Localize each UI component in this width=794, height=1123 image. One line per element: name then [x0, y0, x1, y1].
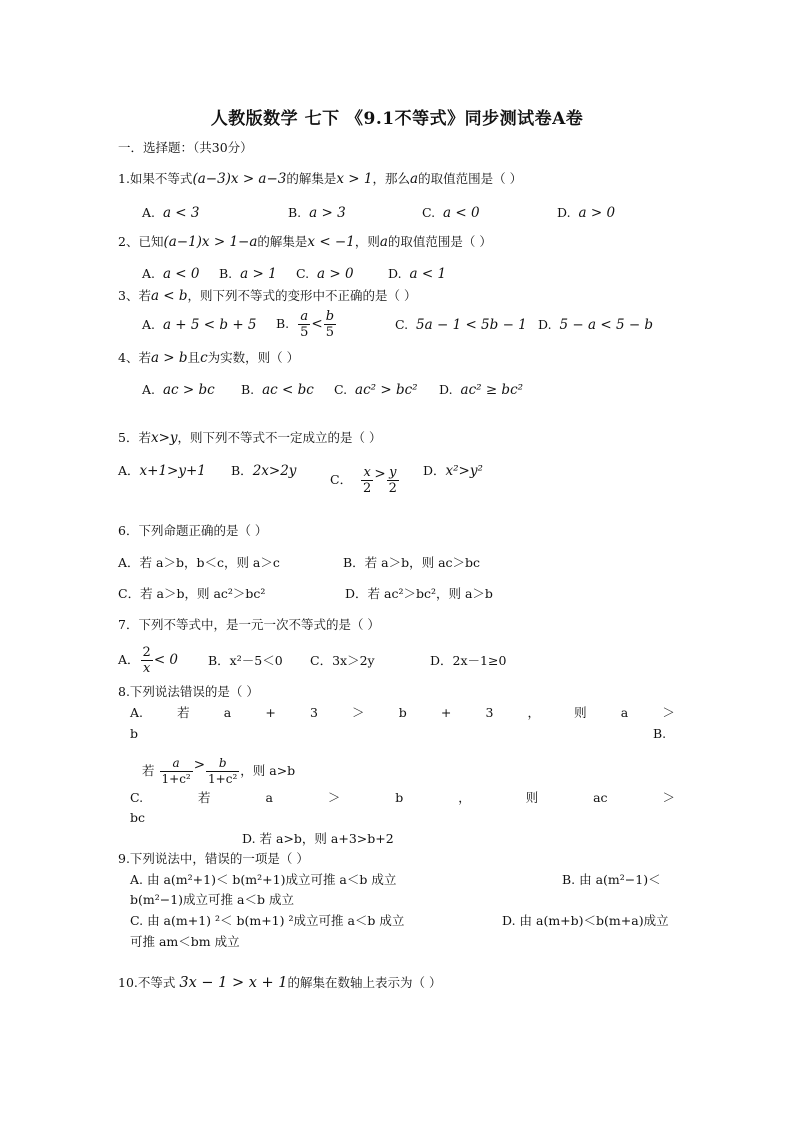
justified-word: + [440, 705, 452, 720]
question-8-option-c-continued: bc [130, 810, 146, 825]
justified-word: ＞ [662, 790, 675, 805]
question-5-option-c[interactable]: C． $\frac{x}{2}$ > $\frac{y}{2}$ [330, 465, 397, 496]
question-1-option-d[interactable]: D. a > 0 [557, 205, 616, 221]
fraction: $\frac{a}{\text{1+c²}}$ [161, 756, 191, 786]
fraction: $\frac{y}{2}$ [388, 465, 397, 496]
question-6-option-b[interactable]: B．若 a＞b，则 ac＞bc [343, 555, 481, 570]
justified-word: 3 [309, 705, 318, 720]
fraction: $\frac{a}{5}$ [300, 309, 309, 340]
question-3-stem: 3、若a < b，则下列不等式的变形中不正确的是（ ） [118, 288, 417, 304]
question-9-option-c[interactable]: C. 由 a(m+1) ²＜ b(m+1) ²成立可推 a＜b 成立 [130, 913, 405, 928]
question-8-option-d[interactable]: D. 若 a>b，则 a+3>b+2 [242, 831, 394, 846]
question-8-option-a[interactable] [130, 705, 675, 721]
question-7-option-c[interactable]: C．3x＞2y [310, 653, 375, 668]
question-6-option-d[interactable]: D．若 ac²＞bc²，则 a＞b [345, 586, 493, 601]
justified-word: ac [593, 790, 608, 805]
question-10-stem: 10.不等式 3x − 1 > x + 1的解集在数轴上表示为（ ） [118, 975, 442, 991]
question-8-option-b[interactable]: 若 $\frac{a}{\text{1+c²}}$ > $\frac{b}{\text{1+c²}}$ ，则 a>b [142, 756, 296, 786]
question-2-option-a[interactable]: A. a < 0 [142, 266, 200, 282]
question-4-option-b[interactable]: B. ac < bc [241, 382, 314, 398]
justified-word: C. [130, 790, 144, 805]
question-5-option-a[interactable]: A．x+1>y+1 [118, 463, 206, 479]
question-6-stem: 6．下列命题正确的是（ ） [118, 523, 268, 538]
question-5-option-d[interactable]: D．x²>y² [423, 463, 483, 479]
question-2-option-b[interactable]: B. a > 1 [219, 266, 277, 282]
question-7-option-a[interactable]: A． $\frac{2}{x}$ < 0 [118, 645, 179, 676]
justified-word: 则 [574, 705, 587, 720]
justified-word: a [620, 705, 629, 720]
justified-word: 若 [177, 705, 190, 720]
question-9-stem: 9.下列说法中，错误的一项是（ ） [118, 851, 309, 866]
question-3-option-d[interactable]: D. 5 − a < 5 − b [538, 317, 654, 333]
question-8-stem: 8.下列说法错误的是（ ） [118, 684, 259, 699]
justified-word: 若 [198, 790, 211, 805]
question-9-option-b-continued: b(m²−1)成立可推 a＜b 成立 [130, 892, 294, 907]
question-9-option-b[interactable]: B. 由 a(m²−1)＜ [562, 872, 661, 887]
fraction: $\frac{b}{5}$ [325, 309, 335, 340]
question-8-option-c[interactable] [130, 790, 675, 806]
question-4-option-c[interactable]: C. ac² > bc² [334, 382, 418, 398]
question-9-option-a[interactable]: A. 由 a(m²+1)＜ b(m²+1)成立可推 a＜b 成立 [130, 872, 397, 887]
question-4-option-d[interactable]: D. ac² ≥ bc² [439, 382, 524, 398]
question-7-option-d[interactable]: D．2x－1≥0 [430, 653, 507, 668]
question-1-option-b[interactable]: B. a > 3 [288, 205, 346, 221]
question-4-stem: 4、若a > b且c为实数，则（ ） [118, 350, 300, 366]
justified-word: ＞ [352, 705, 365, 720]
justified-word: 则 [525, 790, 539, 805]
justified-word: ＞ [662, 705, 675, 720]
fraction: $\frac{2}{x}$ [142, 645, 151, 676]
justified-word: b [398, 705, 407, 720]
question-7-option-b[interactable]: B．x²－5＜0 [208, 653, 283, 668]
question-5-option-b[interactable]: B．2x>2y [231, 463, 297, 479]
question-3-option-a[interactable]: A. a + 5 < b + 5 [142, 317, 257, 333]
question-6-option-c[interactable]: C．若 a＞b，则 ac²＞bc² [118, 586, 266, 601]
justified-word: ， [458, 790, 471, 805]
section-heading: 一．选择题：（共30分） [118, 140, 253, 155]
question-3-option-c[interactable]: C. 5a − 1 < 5b − 1 [395, 317, 527, 333]
fraction: $\frac{x}{2}$ [363, 465, 372, 496]
question-5-stem: 5．若x>y，则下列不等式不一定成立的是（ ） [118, 430, 382, 446]
question-6-option-a[interactable]: A．若 a＞b，b＜c，则 a＞c [118, 555, 280, 570]
question-1-option-a[interactable]: A. a < 3 [142, 205, 200, 221]
question-1-option-c[interactable]: C. a < 0 [422, 205, 480, 221]
justified-word: ＞ [327, 790, 341, 805]
question-2-stem: 2、已知(a−1)x > 1−a的解集是x < −1，则a的取值范围是（ ） [118, 234, 492, 250]
justified-word: a [223, 705, 232, 720]
question-8-option-a-continued: b [130, 726, 139, 741]
justified-word: A. [130, 705, 144, 720]
question-9-option-d-continued: 可推 am＜bm 成立 [130, 934, 240, 949]
question-2-option-c[interactable]: C. a > 0 [296, 266, 354, 282]
justified-word: b [395, 790, 404, 805]
question-7-stem: 7．下列不等式中，是一元一次不等式的是（ ） [118, 617, 380, 632]
question-9-option-d[interactable]: D. 由 a(m+b)＜b(m+a)成立 [502, 913, 669, 928]
question-2-option-d[interactable]: D. a < 1 [388, 266, 447, 282]
question-3-option-b[interactable]: B. $\frac{a}{5}$ < $\frac{b}{5}$ [276, 309, 335, 340]
question-1-stem: 1.如果不等式(a−3)x > a−3的解集是x > 1，那么a的取值范围是（ ） [118, 171, 523, 187]
fraction: $\frac{b}{\text{1+c²}}$ [208, 756, 238, 786]
justified-word: a [265, 790, 273, 805]
justified-word: + [265, 705, 276, 720]
question-8-option-b-label[interactable]: B. [653, 726, 667, 741]
page-title: 人教版数学 七下 《9.1不等式》同步测试卷A卷 [210, 109, 584, 129]
question-4-option-a[interactable]: A. ac > bc [142, 382, 215, 398]
justified-word: ， [527, 705, 541, 720]
justified-word: 3 [485, 705, 494, 720]
